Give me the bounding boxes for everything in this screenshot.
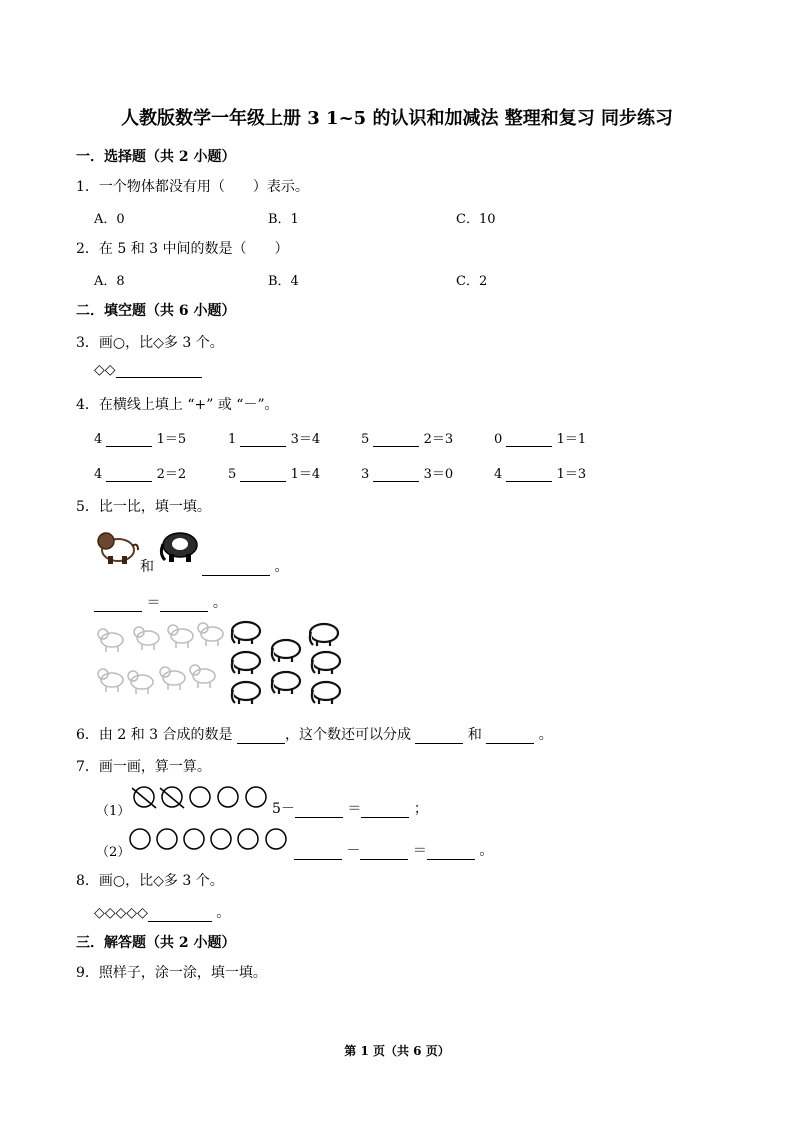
q4-row1-item3: 5 2＝3 xyxy=(361,432,454,447)
q7-part2-blank-a[interactable] xyxy=(294,845,342,860)
q4-blank[interactable] xyxy=(506,467,552,482)
q2-option-c: C．2 xyxy=(456,274,488,289)
question-5: 5．比一比，填一填。 xyxy=(76,499,211,515)
q4-row2-item1: 4 2＝2 xyxy=(94,467,187,482)
page-title: 人教版数学一年级上册 3 1~5 的认识和加减法 整理和复习 同步练习 xyxy=(121,108,673,129)
q1-option-a: A．0 xyxy=(94,212,125,227)
q1-option-b: B．1 xyxy=(268,212,299,227)
q2-option-a: A．8 xyxy=(94,274,125,289)
q7-part1-circles xyxy=(132,786,272,810)
question-8: 8．画○，比◇多 3 个。 xyxy=(76,873,224,889)
q7-part1-blank-b[interactable] xyxy=(361,803,409,818)
elephant-icon xyxy=(158,528,200,564)
q7-part2-blank-c[interactable] xyxy=(427,845,475,860)
q2-option-b: B．4 xyxy=(268,274,299,289)
q5-and: 和 xyxy=(140,559,154,575)
q8-diamonds: ◇◇◇◇◇ xyxy=(94,905,148,921)
section-heading-fill: 二．填空题（共 6 小题） xyxy=(76,303,236,319)
q5-compare-blank[interactable] xyxy=(202,561,270,576)
question-4: 4．在横线上填上 “+” 或 “－”。 xyxy=(76,397,279,413)
q4-row2-item2: 5 1＝4 xyxy=(228,467,321,482)
q6-blank-part1[interactable] xyxy=(415,729,463,744)
page-footer: 第 1 页（共 6 页） xyxy=(344,1044,450,1058)
question-2: 2．在 5 和 3 中间的数是（ ） xyxy=(76,241,289,257)
q1-option-c: C．10 xyxy=(456,212,496,227)
q8-answer-blank[interactable] xyxy=(148,907,212,922)
question-6: 6．由 2 和 3 合成的数是 ，这个数还可以分成 和 。 xyxy=(76,727,553,743)
question-3: 3．画○，比◇多 3 个。 xyxy=(76,335,224,351)
q3-answer-blank[interactable] xyxy=(116,363,202,378)
q4-row1-item4: 0 1＝1 xyxy=(494,432,587,447)
question-1: 1．一个物体都没有用（ ）表示。 xyxy=(76,179,309,195)
q3-diamonds: ◇◇ xyxy=(94,362,116,378)
q4-blank[interactable] xyxy=(373,432,419,447)
q5-line2: ＝ 。 xyxy=(94,592,227,612)
q4-blank[interactable] xyxy=(373,467,419,482)
q5-line1: 。 xyxy=(202,556,288,576)
animals-comparison-picture xyxy=(94,618,350,710)
q6-blank-part2[interactable] xyxy=(486,729,534,744)
q4-blank[interactable] xyxy=(240,432,286,447)
q8-line: ◇◇◇◇◇ 。 xyxy=(94,905,231,921)
q7-part2-eq: － ＝ 。 xyxy=(294,840,493,860)
q7-part1-label: （1） xyxy=(96,804,131,819)
q5-right-blank[interactable] xyxy=(160,597,208,612)
q4-row1-item1: 4 1＝5 xyxy=(94,432,187,447)
q7-part1-eq: 5－ ＝ ； xyxy=(272,801,428,817)
section-heading-answer: 三．解答题（共 2 小题） xyxy=(76,935,236,951)
q4-blank[interactable] xyxy=(106,432,152,447)
question-9: 9．照样子，涂一涂，填一填。 xyxy=(76,965,267,981)
q7-part2-circles xyxy=(128,828,292,852)
q4-blank[interactable] xyxy=(106,467,152,482)
dog-icon xyxy=(96,530,140,566)
q4-row1-item2: 1 3＝4 xyxy=(228,432,321,447)
q7-part1-blank-a[interactable] xyxy=(295,803,343,818)
q7-part2-blank-b[interactable] xyxy=(360,845,408,860)
section-heading-choice: 一．选择题（共 2 小题） xyxy=(76,149,236,165)
q7-part2-label: （2） xyxy=(96,845,131,860)
q4-blank[interactable] xyxy=(506,432,552,447)
q5-left-blank[interactable] xyxy=(94,597,142,612)
q6-blank-sum[interactable] xyxy=(237,729,285,744)
question-7: 7．画一画，算一算。 xyxy=(76,759,211,775)
q4-blank[interactable] xyxy=(240,467,286,482)
q4-row2-item4: 4 1＝3 xyxy=(494,467,587,482)
q3-line xyxy=(94,362,202,378)
q4-row2-item3: 3 3＝0 xyxy=(361,467,454,482)
